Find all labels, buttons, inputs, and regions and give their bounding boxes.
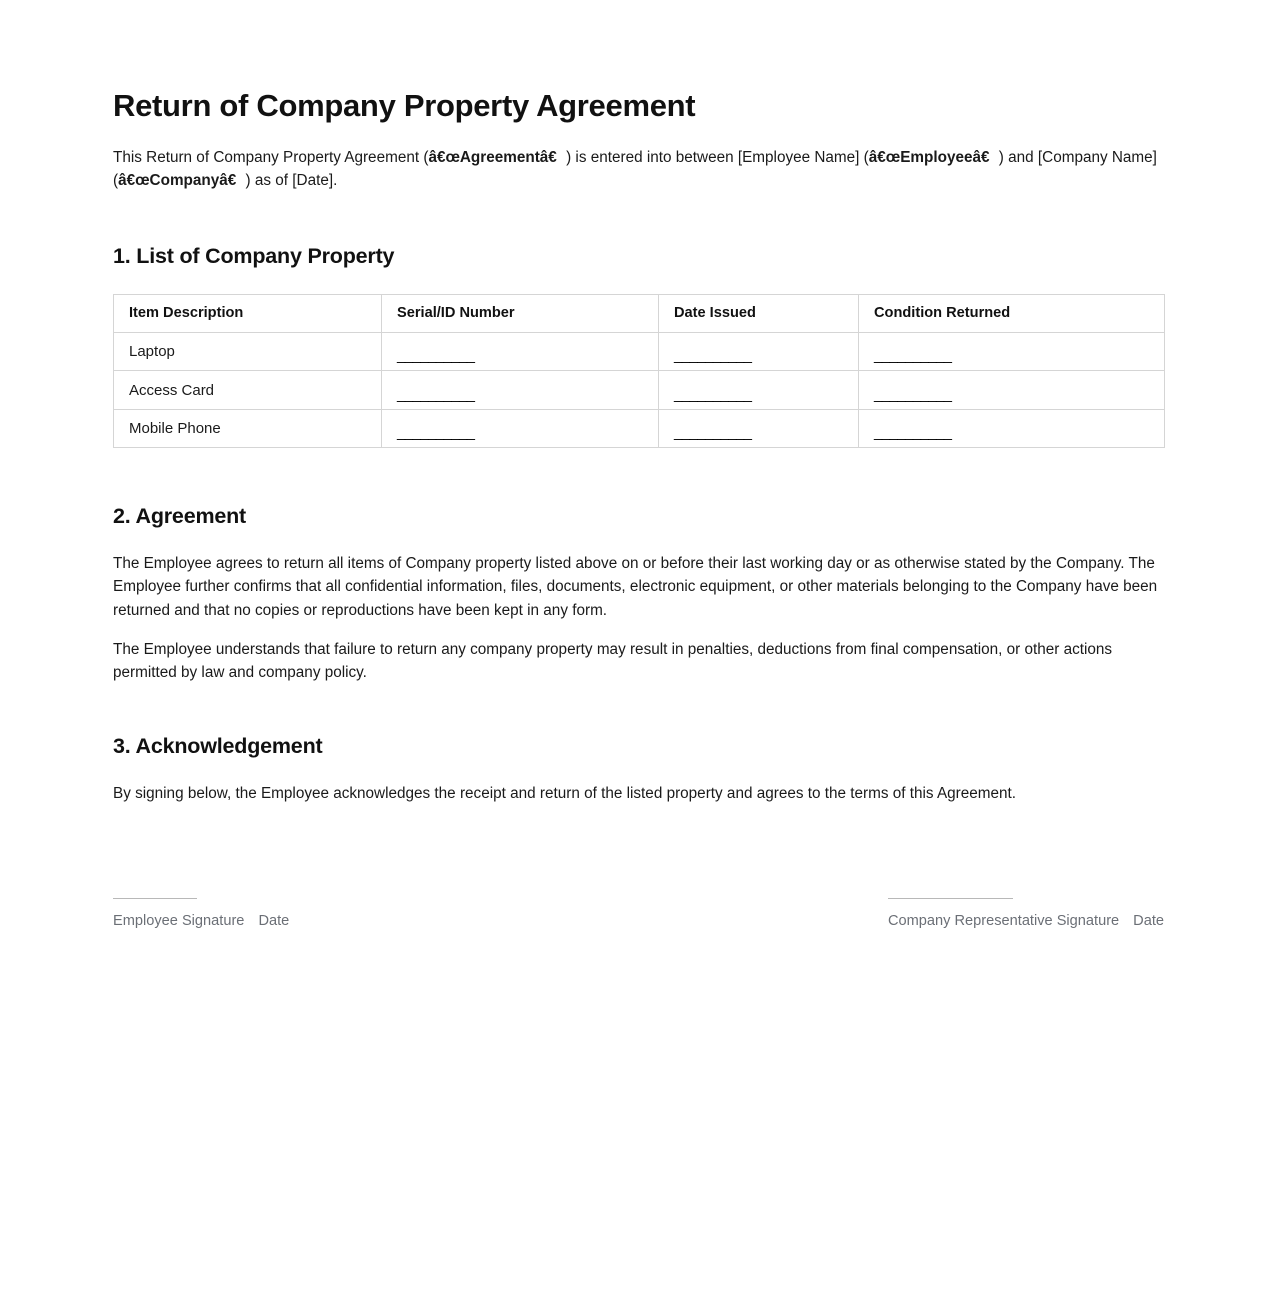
blank-field: __________ <box>874 424 952 442</box>
cell-date-issued[interactable] <box>659 409 859 448</box>
table-header-row <box>114 294 1165 332</box>
employee-signature-labels <box>113 913 289 929</box>
term-agreement: â€œAgreementâ€ <box>428 148 567 166</box>
table-row <box>114 371 1165 410</box>
term-employee: â€œEmployeeâ€ <box>868 148 999 166</box>
blank-field: __________ <box>874 347 952 365</box>
blank-field: __________ <box>674 385 752 403</box>
agreement-paragraph-1: The Employee agrees to return all items of Company property listed above on or before their last working day or as otherwise stated by the Company. The Employee further confirms that all confidential information, files, documents, electronic equipment, or other materials belonging to the Company have been returned and that no copies or reproductions have been kept in any form. <box>113 555 1158 619</box>
intro-text-part-1: This Return of Company Property Agreement ( <box>113 148 429 166</box>
signature-block <box>113 898 1164 929</box>
intro-paragraph <box>113 146 1164 193</box>
agreement-paragraph-2: The Employee understands that failure to return any company property may result in penalties, deductions from final compensation, or other actions permitted by law and company policy. <box>113 640 1113 682</box>
company-signature-line[interactable] <box>888 898 1013 899</box>
intro-text-part-3: ) and [Company Name] ( <box>113 148 1157 189</box>
cell-item-description: Laptop <box>114 332 382 371</box>
section-heading-list-of-company-property: 1. List of Company Property <box>113 244 395 269</box>
table-row <box>114 409 1165 448</box>
blank-field: __________ <box>674 347 752 365</box>
intro-text-part-2: ) is entered into between [Employee Name] ( <box>566 148 869 166</box>
table-row <box>114 332 1165 371</box>
company-signature-labels <box>888 913 1164 929</box>
section-heading-acknowledgement: 3. Acknowledgement <box>113 734 323 759</box>
blank-field: __________ <box>874 385 952 403</box>
page-title: Return of Company Property Agreement <box>113 88 696 123</box>
employee-signature-group <box>113 898 289 929</box>
cell-condition-returned[interactable] <box>859 332 1165 371</box>
column-header-date-issued: Date Issued <box>659 294 859 332</box>
blank-field: __________ <box>397 347 475 365</box>
cell-date-issued[interactable] <box>659 332 859 371</box>
employee-date-label: Date <box>258 912 290 929</box>
cell-item-description: Access Card <box>114 371 382 410</box>
blank-field: __________ <box>397 385 475 403</box>
column-header-condition-returned: Condition Returned <box>859 294 1165 332</box>
cell-serial-id-number[interactable] <box>382 409 659 448</box>
company-signature-group <box>888 898 1164 929</box>
company-signature-label: Company Representative Signature <box>887 912 1120 929</box>
column-header-item-description: Item Description <box>114 294 382 332</box>
company-property-table <box>113 294 1165 449</box>
cell-condition-returned[interactable] <box>859 409 1165 448</box>
cell-serial-id-number[interactable] <box>382 332 659 371</box>
company-date-label: Date <box>1133 912 1164 929</box>
intro-text-part-4: ) as of [Date]. <box>245 171 338 189</box>
acknowledgement-paragraph: By signing below, the Employee acknowledges the receipt and return of the listed property and agrees to the terms of this Agreement. <box>113 785 1017 803</box>
section-heading-agreement: 2. Agreement <box>113 504 247 529</box>
employee-signature-label: Employee Signature <box>113 912 245 929</box>
employee-signature-line[interactable] <box>113 898 197 899</box>
column-header-serial-id-number: Serial/ID Number <box>382 294 659 332</box>
cell-condition-returned[interactable] <box>859 371 1165 410</box>
term-company: â€œCompanyâ€ <box>118 171 246 189</box>
blank-field: __________ <box>397 424 475 442</box>
blank-field: __________ <box>674 424 752 442</box>
cell-item-description: Mobile Phone <box>114 409 382 448</box>
cell-serial-id-number[interactable] <box>382 371 659 410</box>
cell-date-issued[interactable] <box>659 371 859 410</box>
